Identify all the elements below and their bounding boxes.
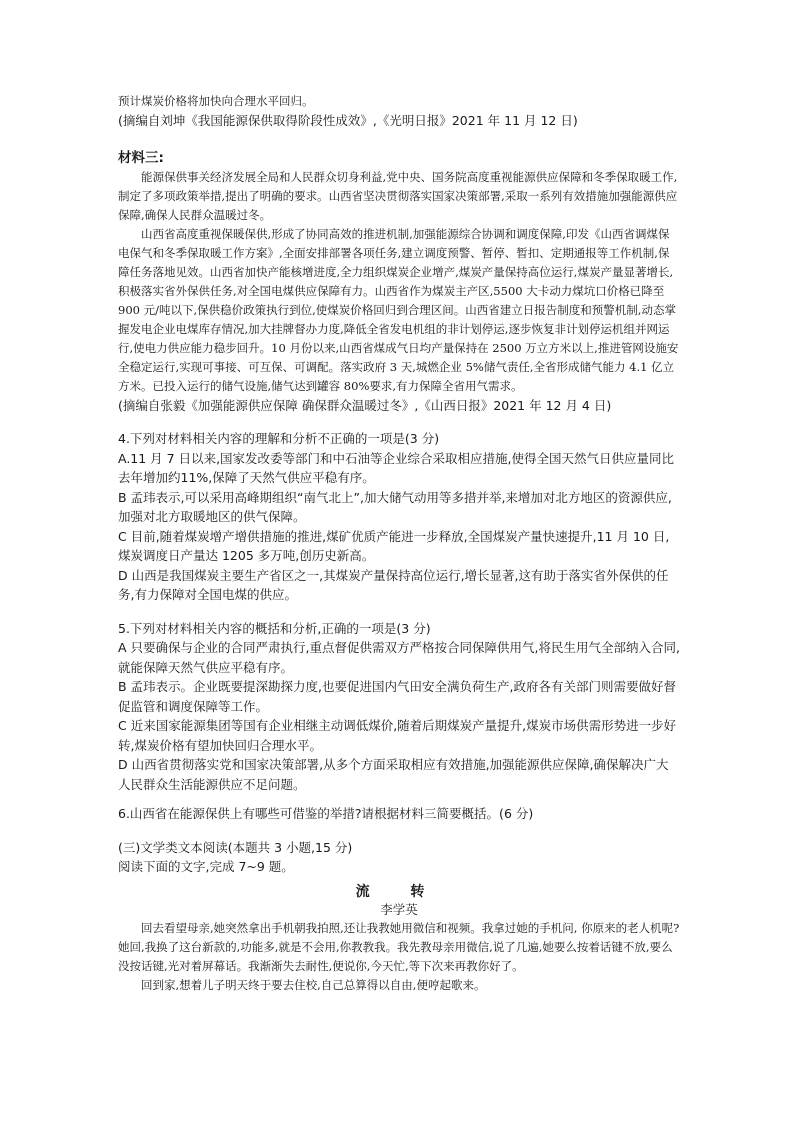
question-5-option-c: C 近来国家能源集团等国有企业相继主动调低煤价,随着后期煤炭产量提升,煤炭市场供需形势进一步好转,煤炭价格有望加快回归合理水平。: [118, 718, 677, 753]
story-title: 流 转: [355, 883, 443, 900]
story-paragraph-1: 回去看望母亲,她突然拿出手机朝我拍照,还让我教她用微信和视频。我拿过她的手机问, 你原来的老人机呢?她回,我换了这台新款的,功能多,就是不会用,你教教我。我先教母亲用微信,说了几遍,她要么按着话键不放,要么没按话键,光对着屏幕话。我渐渐失去耐性,便说你,今天忙,等下次来再教你好了。: [118, 920, 680, 973]
material3-heading: 材料三:: [118, 149, 164, 166]
story-paragraph-2: 回到家,想着儿子明天终于要去住校,自己总算得以自由,便哼起歌来。: [141, 977, 486, 992]
question-6: 6.山西省在能源保供上有哪些可借鉴的举措?请根据材料三简要概括。(6 分): [118, 806, 534, 821]
top-line: 预计煤炭价格将加快向合理水平回归。: [118, 94, 314, 108]
material3-paragraph-1: 能源保供事关经济发展全局和人民群众切身利益,党中央、国务院高度重视能源供应保障和冬季保取暖工作,制定了多项政策举措,提出了明确的要求。山西省坚决贯彻落实国家决策部署,采取一系列有效措施加强能源供应保障,确保人民群众温暖过冬。: [118, 169, 678, 222]
document-page: [118, 92, 680, 995]
question-5-option-b: B 孟玮表示。企业既要提深勘探力度,也要促进国内气田安全满负荷生产,政府各有关部门则需要做好督促监管和调度保障等工作。: [118, 679, 676, 714]
section-3-instructions: 阅读下面的文字,完成 7~9 题。: [118, 859, 294, 874]
section-3-heading: (三)文学类文本阅读(本题共 3 小题,15 分): [118, 839, 353, 855]
question-5: [118, 619, 680, 795]
source-citation-2: (摘编自刘坤《我国能源保供取得阶段性成效》,《光明日报》2021 年 11 月 12 日): [118, 113, 578, 128]
question-5-option-a: A 只要确保与企业的合同严肃执行,重点督促供需双方严格按合同保障供用气,将民生用气全部纳入合同,就能保障天然气供应平稳有序。: [118, 640, 680, 675]
question-4: [118, 429, 680, 605]
question-4-option-d: D 山西是我国煤炭主要生产省区之一,其煤炭产量保持高位运行,增长显著,这有助于落实省外保供的任务,有力保障对全国电煤的供应。: [118, 567, 669, 602]
question-4-option-b: B 孟玮表示,可以采用高峰期组织“南气北上”,加大储气动用等多措并举,来增加对北方地区的资源供应,加强对北方取暖地区的供气保障。: [118, 489, 672, 524]
question-4-option-c: C 目前,随着煤炭增产增供措施的推进,煤矿优质产能进一步释放,全国煤炭产量快速提升,11 月 10 日,煤炭调度日产量达 1205 多万吨,创历史新高。: [118, 528, 670, 563]
question-5-stem: 5.下列对材料相关内容的概括和分析,正确的一项是(3 分): [118, 620, 431, 636]
material3-paragraph-2: 山西省高度重视保暖保供,形成了协同高效的推进机制,加强能源综合协调和调度保障,印发《山西省调煤保电保气和冬季保取暖工作方案》,全面安排部署各项任务,建立调度预警、暂停、暂扣、定期通报等工作机制,保障任务落地见效。山西省加快产能核增进度,全力组织煤炭企业增产,煤炭产量保持高位运行,煤炭产量显著增长,积极落实省外保供任务,对全国电煤供应保障有力。山西省作为煤炭主产区,5500 大卡动力煤坑口价格已降至 900 元/吨以下,保供稳价政策执行到位,使煤炭价格回归到合理区间。山西省建立日报告制度和预警机制,动态掌握发电企业电煤库存情况,加大挂牌督办力度,降低全省发电机组的非计划停运,逐步恢复非计划停运机组并网运行,使电力供应能力稳步回升。10 月份以来,山西省煤成气日均产量保持在 2500 万立方米以上,推进管网设施安全稳定运行,实现可事接、可互保、可调配。落实政府 3 天,城燃企业 5%储气责任,全省形成储气能力 4.1 亿立方米。已投入运行的储气设施,储气达到罐容 80%要求,有力保障全省用气需求。: [118, 226, 679, 393]
story-author: 李学英: [380, 901, 418, 917]
source-citation-3: (摘编自张毅《加强能源供应保障 确保群众温暖过冬》,《山西日报》2021 年 12 月 4 日): [118, 397, 612, 413]
question-4-option-a: A.11 月 7 日以来,国家发改委等部门和中石油等企业综合采取相应措施,使得全国天然气日供应量同比去年增加约11%,保障了天然气供应平稳有序。: [118, 450, 675, 485]
question-4-stem: 4.下列对材料相关内容的理解和分析不正确的一项是(3 分): [118, 431, 440, 446]
question-5-option-d: D 山西省贯彻落实党和国家决策部署,从多个方面采取相应有效措施,加强能源供应保障,确保解决广大人民群众生活能源供应不足问题。: [118, 757, 669, 792]
